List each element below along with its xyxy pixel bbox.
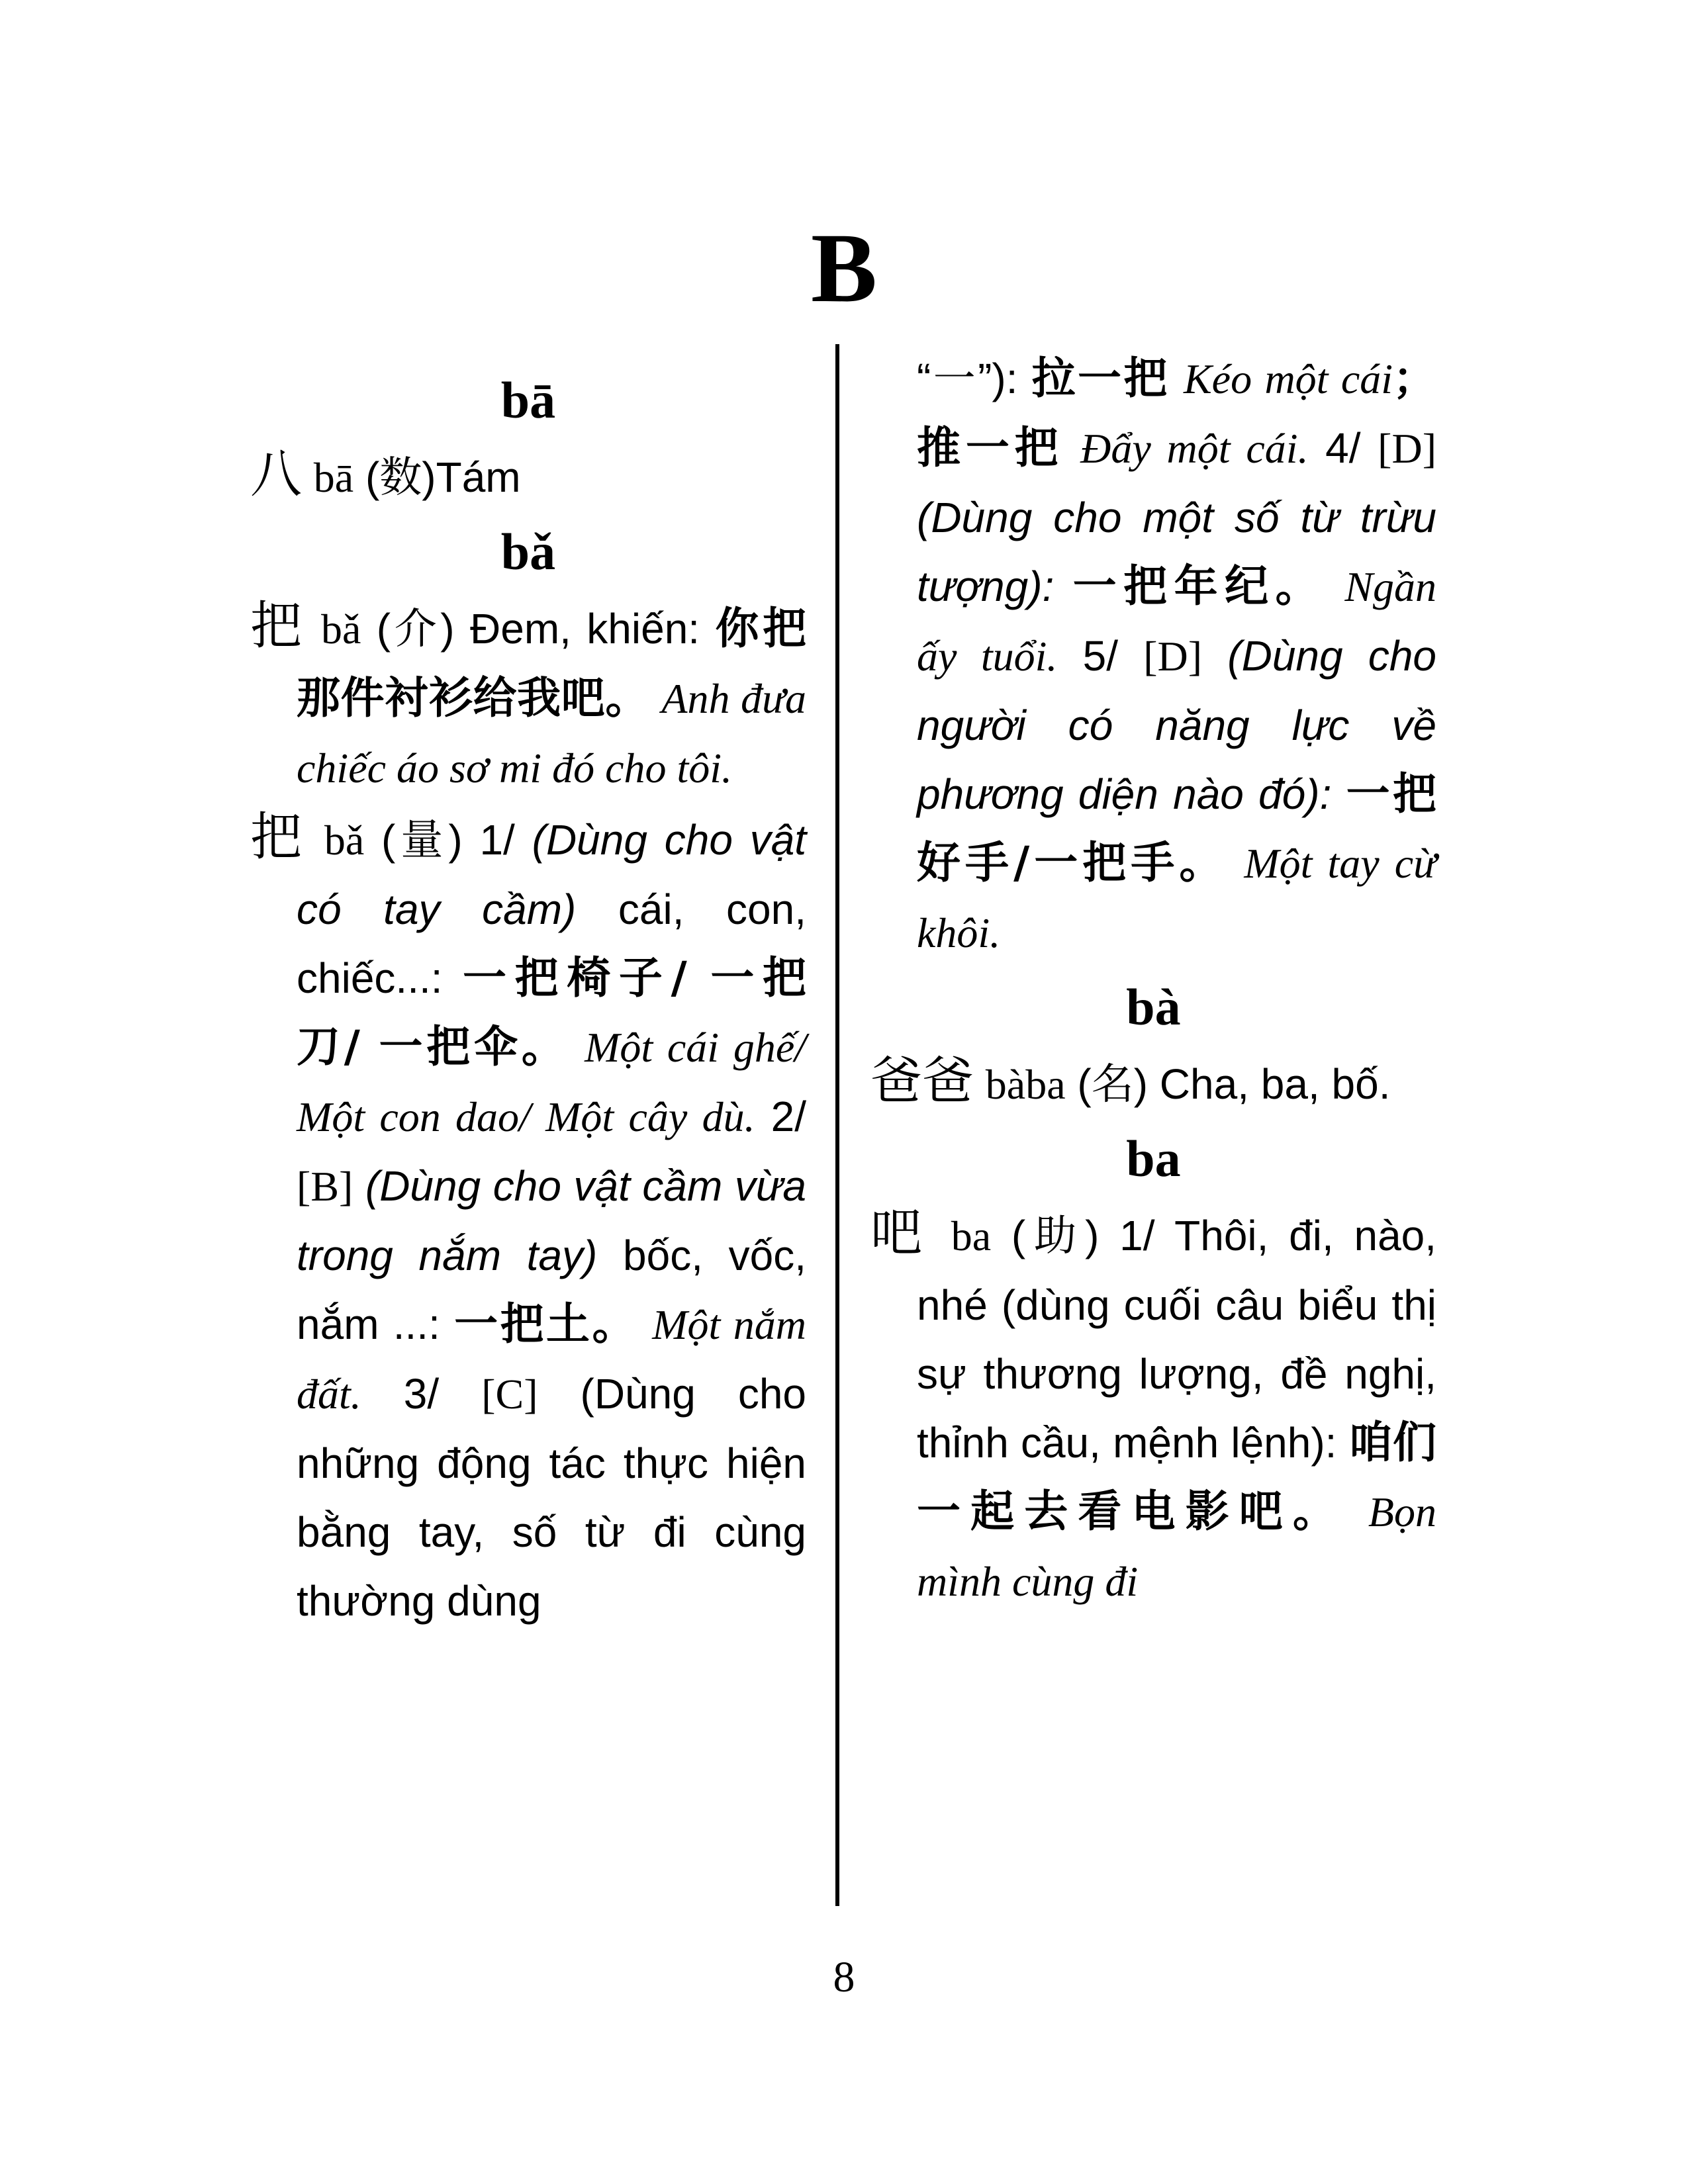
pinyin-heading: bà bbox=[1126, 978, 1181, 1036]
chinese-example: ；推一把 bbox=[917, 353, 1437, 473]
example-translation: Một tay cừ khôi. bbox=[917, 840, 1437, 956]
example-translation: Ngần ấy tuổi. bbox=[917, 563, 1437, 680]
column-divider bbox=[835, 344, 839, 1906]
entry-continuation bbox=[870, 344, 1436, 968]
part-of-speech: (助) bbox=[1011, 1212, 1100, 1259]
chinese-example: 一把椅子/ 一把刀/ 一把伞。 bbox=[297, 952, 806, 1072]
pinyin-heading: bǎ bbox=[500, 523, 556, 580]
example-translation: Bọn mình cùng đi bbox=[917, 1488, 1436, 1605]
level-tag: [D] bbox=[1378, 425, 1436, 472]
pinyin: bàba bbox=[985, 1061, 1066, 1108]
page-number: 8 bbox=[833, 1953, 855, 2001]
dictionary-entry bbox=[250, 440, 806, 512]
usage-note: (Dùng cho một số từ trừu tượng): bbox=[917, 494, 1436, 610]
left-column bbox=[250, 361, 806, 1635]
dictionary-entry bbox=[250, 592, 806, 803]
definition: Cha, ba, bố. bbox=[1159, 1060, 1391, 1108]
part-of-speech: (名) bbox=[1077, 1060, 1149, 1108]
chinese-example: 你把那件衬衫给我吧。 bbox=[297, 603, 807, 723]
dictionary-entry bbox=[870, 1047, 1436, 1119]
definition: Thôi, đi, nào, nhé (dùng cuối câu biểu thị sự thương lượng, đề nghị, thỉnh cầu, mệnh lệnh): bbox=[917, 1212, 1437, 1467]
chinese-example: 一把好手/一把手。 bbox=[917, 768, 1436, 888]
definition: (Dùng cho những động tác thực hiện bằng tay, số từ đi cùng thường dùng bbox=[297, 1370, 807, 1625]
chinese-example: 咱们一起去看电影吧。 bbox=[917, 1417, 1437, 1537]
pinyin: bǎ bbox=[324, 817, 365, 864]
definition: Đem, khiến: bbox=[470, 605, 700, 653]
level-tag: [B] bbox=[297, 1163, 353, 1210]
sense-number: 3/ bbox=[403, 1370, 440, 1418]
pinyin: bǎ bbox=[321, 606, 361, 653]
sense-number: 1/ bbox=[479, 816, 515, 864]
dictionary-entry bbox=[870, 1199, 1436, 1616]
usage-note: (Dùng cho vật cầm vừa trong nắm tay) bbox=[297, 1162, 807, 1279]
example-translation: Kéo một cái bbox=[1183, 355, 1393, 402]
definition: “一”): bbox=[917, 355, 1018, 402]
example-translation: Một nắm đất. bbox=[297, 1301, 807, 1418]
sense-number: 5/ bbox=[1082, 632, 1118, 680]
chinese-example: 一把年纪。 bbox=[1072, 561, 1327, 612]
level-tag: [D] bbox=[1143, 633, 1203, 680]
example-translation: Một cái ghế/ Một con dao/ Một cây dù. bbox=[297, 1024, 807, 1140]
pinyin-heading: ba bbox=[1126, 1130, 1181, 1187]
part-of-speech: (介) bbox=[376, 605, 455, 653]
dictionary-entry bbox=[250, 803, 806, 1635]
pinyin: ba bbox=[951, 1212, 992, 1259]
sense-number: 2/ bbox=[771, 1093, 807, 1140]
chinese-example: 拉一把 bbox=[1031, 353, 1170, 404]
headword: 把 bbox=[250, 596, 306, 656]
headword: 爸爸 bbox=[870, 1052, 974, 1111]
definition: Tám bbox=[436, 453, 521, 501]
level-tag: [C] bbox=[481, 1371, 538, 1418]
part-of-speech: (数) bbox=[365, 453, 436, 501]
usage-note: (Dùng cho vật có tay cầm) bbox=[297, 816, 807, 933]
definition: cái, con, chiếc...: bbox=[297, 886, 806, 1002]
headword: 吧 bbox=[870, 1203, 931, 1263]
headword: 八 bbox=[250, 445, 303, 504]
example-translation: Đẩy một cái. bbox=[1080, 425, 1309, 472]
pinyin-heading: bā bbox=[500, 371, 556, 429]
right-column bbox=[870, 344, 1436, 1616]
example-translation: Anh đưa chiếc áo sơ mi đó cho tôi. bbox=[297, 675, 807, 792]
headword: 把 bbox=[250, 807, 308, 867]
part-of-speech: (量) bbox=[381, 816, 463, 864]
chinese-example: 一把土。 bbox=[454, 1298, 638, 1349]
section-letter: B bbox=[810, 213, 878, 323]
sense-number: 4/ bbox=[1325, 424, 1361, 472]
sense-number: 1/ bbox=[1119, 1212, 1155, 1259]
definition: bốc, vốc, nắm ...: bbox=[297, 1232, 807, 1348]
pinyin: bā bbox=[313, 454, 354, 501]
usage-note: (Dùng cho người có năng lực về phương diện nào đó): bbox=[917, 632, 1436, 818]
